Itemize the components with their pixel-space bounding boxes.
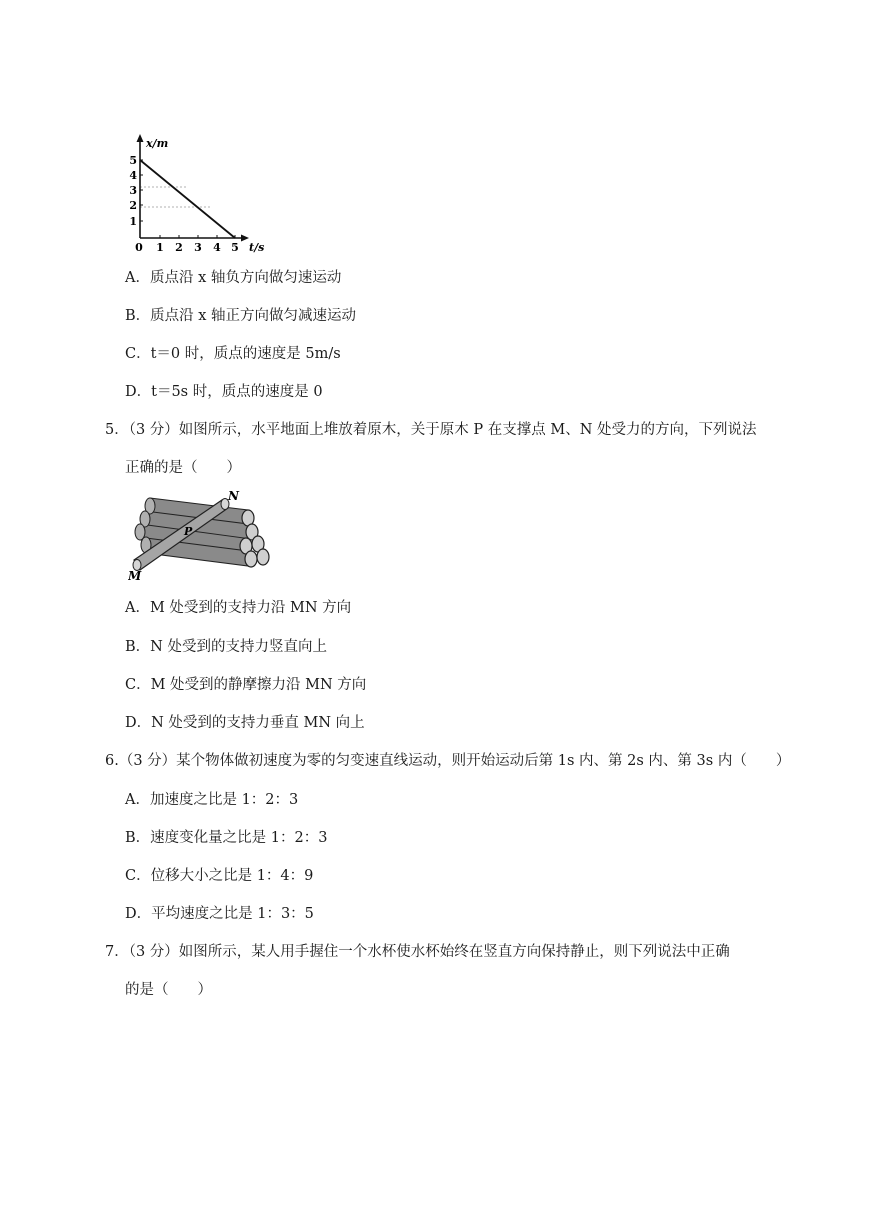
position-time-graph — [128, 130, 288, 255]
q7-stem: 7．（3 分）如图所示，某人用手握住一个水杯使水杯始终在竖直方向保持静止，则下列说法中正确 — [105, 944, 730, 960]
y-axis-label: x/m — [146, 137, 169, 150]
q6-option-a: A．加速度之比是 1：2：3 — [125, 792, 299, 808]
q5-option-a: A．M 处受到的支持力沿 MN 方向 — [125, 600, 352, 616]
x-axis-arrow-icon — [241, 235, 249, 242]
q6-option-d: D．平均速度之比是 1：3：5 — [125, 906, 314, 922]
y-axis-arrow-icon — [137, 134, 144, 142]
y-tick-5: 5 — [129, 154, 137, 167]
label-n: N — [228, 489, 239, 503]
q4-option-c: C．t＝0 时，质点的速度是 5m/s — [125, 346, 341, 362]
y-tick-3: 3 — [129, 184, 137, 197]
x-tick-0: 0 — [135, 241, 143, 254]
y-tick-1: 1 — [129, 215, 137, 228]
y-tick-4: 4 — [129, 169, 137, 182]
label-p: P — [184, 525, 193, 538]
q5-option-d: D．N 处受到的支持力垂直 MN 向上 — [125, 715, 365, 731]
q6-stem: 6.（3 分）某个物体做初速度为零的匀变速直线运动，则开始运动后第 1s 内、第 2s 内、第 3s 内（ ） — [105, 753, 791, 769]
x-tick-2: 2 — [175, 241, 183, 254]
x-tick-4: 4 — [213, 241, 221, 254]
x-tick-5: 5 — [231, 241, 239, 254]
q4-option-b: B．质点沿 x 轴正方向做匀减速运动 — [125, 308, 357, 324]
x-axis-label: t/s — [249, 241, 265, 254]
y-tick-2: 2 — [129, 199, 137, 212]
q5-stem-continued: 正确的是（ ） — [125, 460, 241, 476]
q7-stem-continued: 的是（ ） — [125, 982, 212, 998]
x-tick-3: 3 — [194, 241, 202, 254]
q6-option-b: B．速度变化量之比是 1：2：3 — [125, 830, 328, 846]
q4-option-d: D．t＝5s 时，质点的速度是 0 — [125, 384, 323, 400]
data-line — [140, 160, 235, 238]
x-tick-1: 1 — [156, 241, 164, 254]
q4-option-a: A．质点沿 x 轴负方向做匀速运动 — [125, 270, 342, 286]
q5-option-b: B．N 处受到的支持力竖直向上 — [125, 639, 327, 655]
label-m: M — [128, 569, 142, 583]
log-pile-figure — [128, 488, 278, 583]
q5-stem: 5．（3 分）如图所示，水平地面上堆放着原木，关于原木 P 在支撑点 M、N 处受力的方向，下列说法 — [105, 422, 757, 438]
q6-option-c: C．位移大小之比是 1：4：9 — [125, 868, 314, 884]
q5-option-c: C．M 处受到的静摩擦力沿 MN 方向 — [125, 677, 367, 693]
